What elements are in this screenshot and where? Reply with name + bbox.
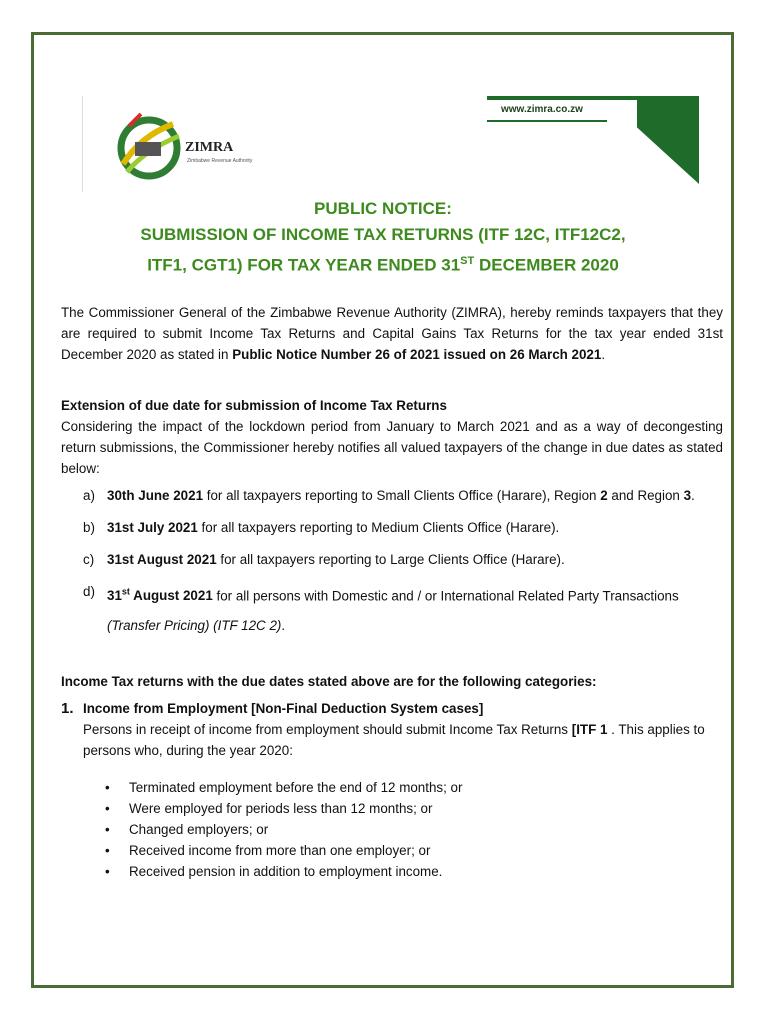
list-item: c) 31st August 2021 for all taxpayers reporting to Large Clients Office (Harare). — [83, 552, 565, 567]
header-logos — [82, 96, 702, 192]
title-line-2: SUBMISSION OF INCOME TAX RETURNS (ITF 12C, ITF12C2, — [140, 225, 626, 244]
due-dates-list — [61, 481, 723, 641]
notice-title — [60, 196, 706, 279]
zimra-emblem-icon — [111, 106, 191, 186]
section-1-body: Persons in receipt of income from employment should submit Income Tax Returns [ITF 1 . This applies to persons who, during the year 2020: — [83, 722, 705, 759]
list-item: a) 30th June 2021 for all taxpayers reporting to Small Clients Office (Harare), Region 2 and Region 3. — [83, 488, 695, 503]
intro-paragraph: The Commissioner General of the Zimbabwe Revenue Authority (ZIMRA), hereby reminds taxpayers that they are required to submit Income Tax Returns and Capital Gains Tax Returns for the tax year ended 31st December 2020 as stated in Public Notice Number 26 of 2021 issued on 26 March 2021. — [61, 305, 723, 362]
list-item: • Were employed for periods less than 12 months; or — [105, 798, 723, 819]
section-1-title: 1. Income from Employment [Non-Final Deduction System cases] — [61, 700, 484, 718]
title-line-1: PUBLIC NOTICE: — [314, 199, 452, 218]
list-item: b) 31st July 2021 for all taxpayers reporting to Medium Clients Office (Harare). — [83, 520, 560, 535]
categories-heading: Income Tax returns with the due dates stated above are for the following categories: — [61, 674, 597, 690]
list-item: • Received pension in addition to employment income. — [105, 861, 723, 882]
list-item: • Changed employers; or — [105, 819, 723, 840]
extension-heading: Extension of due date for submission of Income Tax Returns — [61, 398, 447, 413]
list-item: • Terminated employment before the end of 12 months; or — [105, 777, 723, 798]
logo-subtitle: Zimbabwe Revenue Authority — [187, 158, 253, 164]
notice-body — [61, 302, 723, 882]
extension-body: Considering the impact of the lockdown period from January to March 2021 and as a way of decongesting return submissions, the Commissioner hereby notifies all valued taxpayers of the change in due dates as stated below: — [61, 419, 723, 476]
title-line-3: ITF1, CGT1) FOR TAX YEAR ENDED 31ST DECEMBER 2020 — [147, 255, 619, 275]
website-url: www.zimra.co.zw — [501, 104, 583, 115]
list-item: • Received income from more than one employer; or — [105, 840, 723, 861]
zimra-logo — [82, 96, 263, 192]
website-banner — [487, 96, 699, 184]
employment-conditions-list — [105, 777, 723, 882]
logo-name: ZIMRA — [185, 140, 234, 155]
list-item: d) 31st August 2021 for all persons with Domestic and / or International Related Party Transactions (Transfer Pricing) (ITF 12C 2). — [83, 584, 679, 634]
